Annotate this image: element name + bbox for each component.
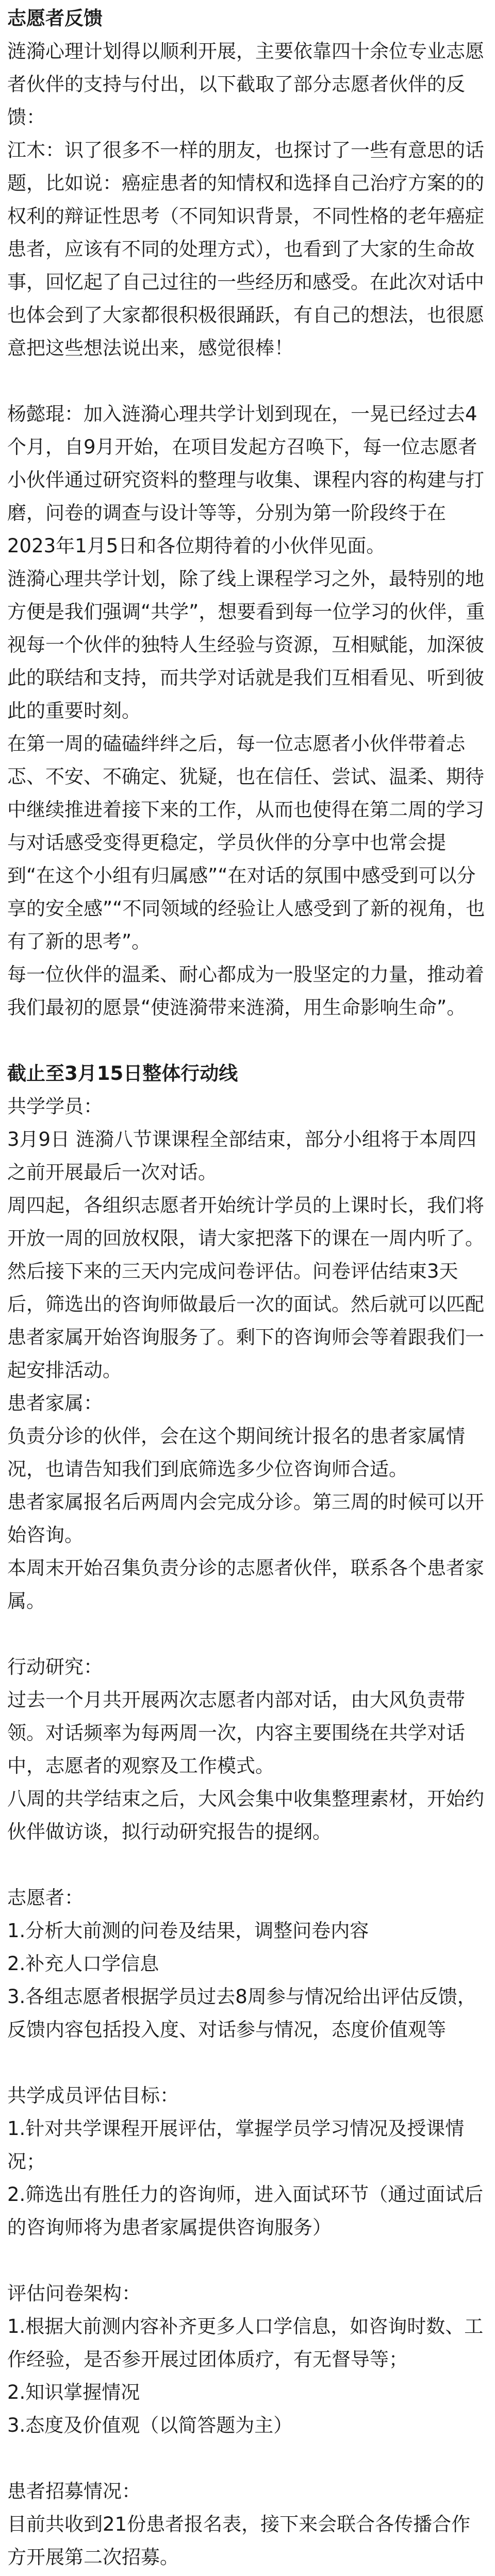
paragraph: 1.根据大前测内容补齐更多人口学信息，如咨询时数、工作经验，是否参开展过团体质疗，有无督导等；	[7, 2315, 484, 2370]
paragraph: 涟漪心理共学计划，除了线上课程学习之外，最特别的地方便是我们强调“共学”，想要看到每一位学习的伙伴，重视每一个伙伴的独特人生经验与资源，互相赋能，加深彼此的联结和支持，而共学对话就是我们互相看见、听到彼此的重要时刻。	[7, 568, 485, 722]
paragraph: 目前共收到21份患者报名表，接下来会联合各传播合作方开展第二次招募。	[7, 2513, 471, 2568]
paragraph: 患者招募情况：	[7, 2480, 141, 2502]
paragraph: 1.分析大前测的问卷及结果，调整问卷内容	[7, 1920, 369, 1942]
paragraph: 患者家属：	[7, 1392, 103, 1414]
blank-line	[7, 365, 488, 398]
paragraph: 共学成员评估目标：	[7, 2084, 179, 2107]
blank-line	[7, 1849, 488, 1882]
paragraph: 每一位伙伴的温柔、耐心都成为一股坚定的力量，推动着我们最初的愿景“使涟漪带来涟漪，用生命影响生命”。	[7, 963, 484, 1019]
paragraph: 杨懿琨：加入涟漪心理共学计划到现在，一晃已经过去4个月，自9月开始，在项目发起方召唤下，每一位志愿者小伙伴通过研究资料的整理与收集、课程内容的构建与打磨，问卷的调查与设计等等，分别为第一阶段终于在2023年1月5日和各位期待着的小伙伴见面。	[7, 403, 484, 557]
paragraph: 1.针对共学课程开展评估，掌握学员学习情况及授课情况；	[7, 2117, 465, 2173]
blank-line	[7, 2244, 488, 2277]
paragraph: 涟漪心理计划得以顺利开展，主要依靠四十余位专业志愿者伙伴的支持与付出，以下截取了部分志愿者伙伴的反馈：	[7, 40, 484, 128]
paragraph: 在第一周的磕磕绊绊之后，每一位志愿者小伙伴带着忐忑、不安、不确定、犹疑，也在信任、尝试、温柔、期待中继续推进着接下来的工作，从而也使得在第二周的学习与对话感受变得更稳定，学员伙伴的分享中也常会提到“在这个小组有归属感”“在对话的氛围中感受到可以分享的安全感”“不同领域的经验让人感受到了新的视角，也有了新的思考”。	[7, 733, 485, 953]
paragraph: 周四起，各组织志愿者开始统计学员的上课时长，我们将开放一周的回放权限，请大家把落下的课在一周内听了。然后接下来的三天内完成问卷评估。问卷评估结束3天后，筛选出的咨询师做最后一次的面试。然后就可以匹配患者家属开始咨询服务了。剩下的咨询师会等着跟我们一起安排活动。	[7, 1194, 484, 1381]
blank-line	[7, 1618, 488, 1651]
paragraph: 3.态度及价值观（以简答题为主）	[7, 2414, 293, 2436]
paragraph: 本周末开始召集负责分诊的志愿者伙伴，联系各个患者家属。	[7, 1557, 484, 1612]
paragraph: 2.筛选出有胜任力的咨询师，进入面试环节（通过面试后的咨询师将为患者家属提供咨询服务）	[7, 2183, 484, 2239]
blank-line	[7, 2046, 488, 2079]
paragraph: 3.各组志愿者根据学员过去8周参与情况给出评估反馈，反馈内容包括投入度、对话参与情况，态度价值观等	[7, 1986, 476, 2041]
paragraph: 江木：识了很多不一样的朋友，也探讨了一些有意思的话题，比如说：癌症患者的知情权和选择自己治疗方案的的权利的辩证性思考（不同知识背景，不同性格的老年癌症患者，应该有不同的处理方式），也看到了大家的生命故事，回忆起了自己过往的一些经历和感受。在此次对话中也体会到了大家都很积极很踊跃，有自己的想法，也很愿意把这些想法说出来，感觉很棒！	[7, 139, 484, 359]
paragraph: 过去一个月共开展两次志愿者内部对话，由大风负责带领。对话频率为每两周一次，内容主要围绕在共学对话中，志愿者的观察及工作模式。	[7, 1689, 465, 1777]
paragraph: 共学学员：	[7, 1095, 103, 1117]
paragraph: 3月9日 涟漪八节课课程全部结束，部分小组将于本周四之前开展最后一次对话。	[7, 1128, 476, 1183]
paragraph: 负责分诊的伙伴，会在这个期间统计报名的患者家属情况，也请告知我们到底筛选多少位咨询师合适。	[7, 1425, 465, 1480]
paragraph: 2.补充人口学信息	[7, 1953, 159, 1975]
paragraph: 行动研究：	[7, 1656, 103, 1678]
paragraph: 八周的共学结束之后，大风会集中收集整理素材，开始约伙伴做访谈，拟行动研究报告的提纲。	[7, 1788, 484, 1843]
paragraph: 评估问卷架构：	[7, 2282, 141, 2304]
paragraph: 患者家属报名后两周内会完成分诊。第三周的时候可以开始咨询。	[7, 1491, 484, 1546]
paragraph: 2.知识掌握情况	[7, 2381, 140, 2403]
blank-line	[7, 1024, 488, 1057]
blank-line	[7, 2442, 488, 2475]
paragraph	[7, 2574, 488, 2576]
paragraph: 志愿者：	[7, 1887, 84, 1909]
section-heading: 截止至3月15日整体行动线	[7, 1062, 238, 1084]
section-heading: 志愿者反馈	[7, 7, 103, 29]
